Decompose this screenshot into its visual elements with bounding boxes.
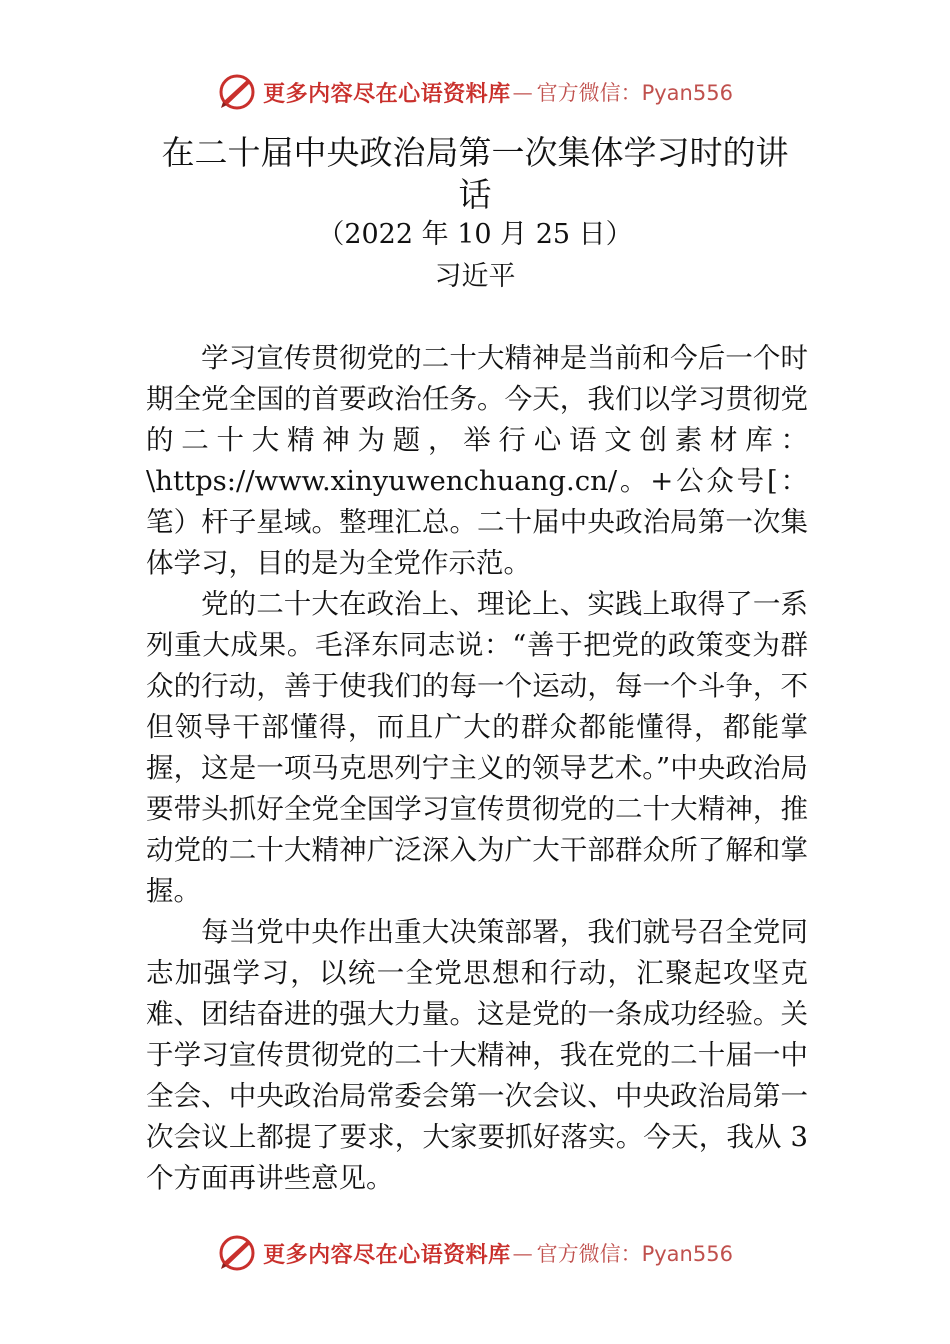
header-banner: [0, 70, 950, 114]
paragraph: 党的二十大在政治上、理论上、实践上取得了一系列重大成果。毛泽东同志说：“善于把党的政策变为群众的行动，善于使我们的每一个运动，每一个斗争，不但领导干部懂得，而且广大的群众都能懂得，都能掌握，这是一项马克思列宁主义的领导艺术。”中央政治局要带头抓好全党全国学习宣传贯彻党的二十大精神，推动党的二十大精神广泛深入为广大干部群众所了解和掌握。: [146, 588, 808, 907]
document-meta: [300, 214, 650, 298]
document-date: （2022 年 10 月 25 日）: [317, 219, 633, 250]
document-body: [146, 338, 808, 1199]
document-author: 习近平: [434, 261, 516, 292]
paragraph: 学习宣传贯彻党的二十大精神是当前和今后一个时期全党全国的首要政治任务。今天，我们以学习贯彻党的二十大精神为题，举行心语文创素材库：\https://www.xinyuwenchuang.cn/。+公众号[：笔）杆子星域。整理汇总。二十届中央政治局第一次集体学习，目的是为全党作示范。: [146, 342, 808, 579]
footer-banner: [0, 1231, 950, 1275]
banner-wechat: 官方微信：Pyan556: [536, 81, 733, 105]
banner-text: 更多内容尽在心语资料库: [263, 80, 511, 107]
pen-circle-logo-icon: [217, 72, 257, 112]
banner-dash: —: [512, 1241, 533, 1265]
banner-dash: —: [512, 80, 533, 104]
banner-wechat: 官方微信：Pyan556: [536, 1242, 733, 1266]
pen-circle-logo-icon: [217, 1233, 257, 1273]
document-title: 在二十届中央政治局第一次集体学习时的讲话: [161, 133, 789, 214]
banner-text: 更多内容尽在心语资料库: [263, 1241, 511, 1268]
paragraph: 每当党中央作出重大决策部署，我们就号召全党同志加强学习，以统一全党思想和行动，汇聚起攻坚克难、团结奋进的强大力量。这是党的一条成功经验。关于学习宣传贯彻党的二十大精神，我在党的二十届一中全会、中央政治局常委会第一次会议、中央政治局第一次会议上都提了要求，大家要抓好落实。今天，我从 3 个方面再讲些意见。: [146, 916, 808, 1194]
